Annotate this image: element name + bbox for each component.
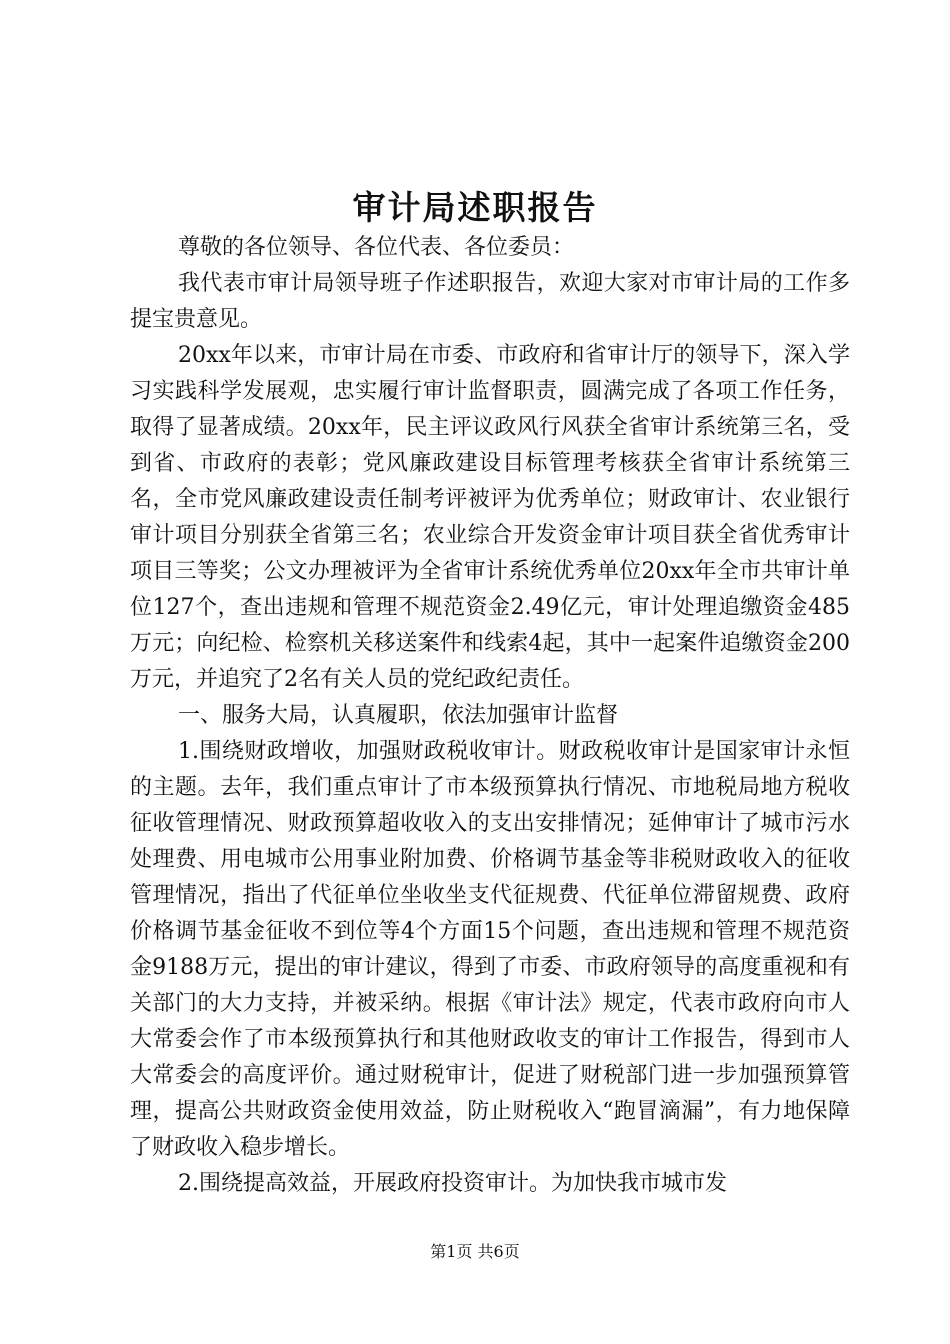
paragraph-salutation: 尊敬的各位领导、各位代表、各位委员： [178, 235, 575, 260]
document-title: 审计局述职报告 [352, 188, 598, 227]
document-body [130, 230, 850, 1202]
paragraph-intro: 我代表市审计局领导班子作述职报告，欢迎大家对市审计局的工作多提宝贵意见。 [130, 271, 850, 332]
paragraph-investment-audit: 2.围绕提高效益，开展政府投资审计。为加快我市城市发 [178, 1171, 727, 1196]
paragraph-fiscal-audit: 1.围绕财政增收，加强财政税收审计。财政税收审计是国家审计永恒的主题。去年，我们重点审计了市本级预算执行情况、市地税局地方税收征收管理情况、财政预算超收收入的支出安排情况；延伸审计了城市污水处理费、用电城市公用事业附加费、价格调节基金等非税财政收入的征收管理情况，指出了代征单位坐收坐支代征规费、代征单位滞留规费、政府价格调节基金征收不到位等4个方面15个问题，查出违规和管理不规范资金9188万元，提出的审计建议，得到了市委、市政府领导的高度重视和有关部门的大力支持，并被采纳。根据《审计法》规定，代表市政府向市人大常委会作了市本级预算执行和其他财政收支的审计工作报告，得到市人大常委会的高度评价。通过财税审计，促进了财税部门进一步加强预算管理，提高公共财政资金使用效益，防止财税收入“跑冒滴漏”，有力地保障了财政收入稳步增长。 [130, 739, 850, 1160]
page-number: 第1页 共6页 [430, 1242, 520, 1261]
paragraph-overview: 20xx年以来，市审计局在市委、市政府和省审计厅的领导下，深入学习实践科学发展观，忠实履行审计监督职责，圆满完成了各项工作任务，取得了显著成绩。20xx年，民主评议政风行风获全省审计系统第三名，受到省、市政府的表彰；党风廉政建设目标管理考核获全省审计系统第三名，全市党风廉政建设责任制考评被评为优秀单位；财政审计、农业银行审计项目分别获全省第三名；农业综合开发资金审计项目获全省优秀审计项目三等奖；公文办理被评为全省审计系统优秀单位20xx年全市共审计单位127个，查出违规和管理不规范资金2.49亿元，审计处理追缴资金485万元；向纪检、检察机关移送案件和线索4起，其中一起案件追缴资金200万元，并追究了2名有关人员的党纪政纪责任。 [130, 343, 850, 692]
section-heading: 一、服务大局，认真履职，依法加强审计监督 [178, 703, 619, 728]
